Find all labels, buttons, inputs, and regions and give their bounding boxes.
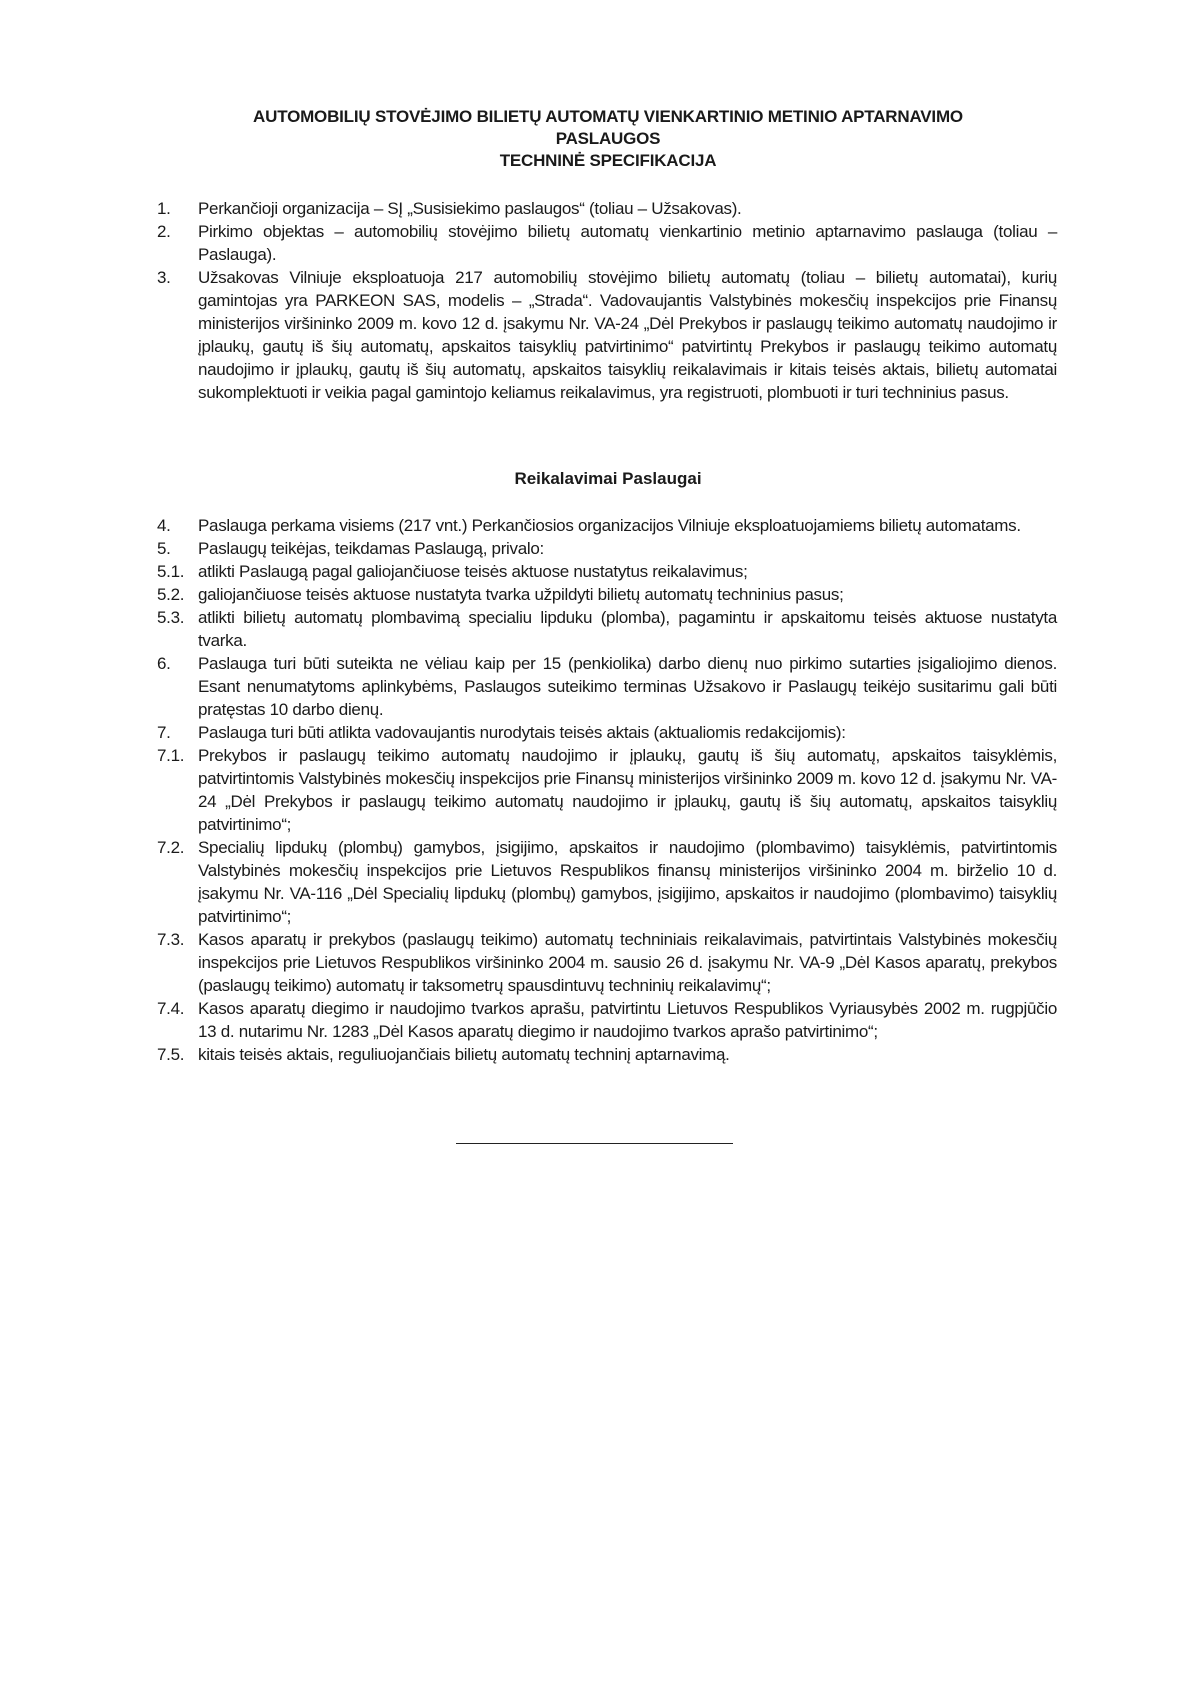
- item-number: 6.: [157, 654, 171, 673]
- item-text: galiojančiuose teisės aktuose nustatyta tvarka užpildyti bilietų automatų techninius pasus;: [198, 585, 844, 604]
- item-number: 7.4.: [157, 999, 185, 1018]
- item-number: 4.: [157, 516, 171, 535]
- item-number: 7.: [157, 723, 171, 742]
- list-item: [157, 537, 1057, 560]
- item-text: Kasos aparatų ir prekybos (paslaugų teikimo) automatų techniniais reikalavimais, patvirtintais Valstybinės mokesčių inspekcijos prie Lietuvos Respublikos viršininko 2004 m. sausio 26 d. įsakymu Nr. VA-9 „Dėl Kasos aparatų, prekybos (paslaugų teikimo) automatų ir taksometrų spausdintuvų techninių reikalavimų“;: [198, 930, 1057, 995]
- item-number: 3.: [157, 268, 171, 287]
- item-number: 7.2.: [157, 838, 185, 857]
- title-line-2: PASLAUGOS: [555, 129, 661, 148]
- item-number: 7.1.: [157, 746, 185, 765]
- item-number: 7.5.: [157, 1045, 185, 1064]
- item-number: 1.: [157, 199, 171, 218]
- list-item: [157, 721, 1057, 744]
- list-item: [157, 266, 1057, 404]
- item-number: 2.: [157, 222, 171, 241]
- title-line-1: AUTOMOBILIŲ STOVĖJIMO BILIETŲ AUTOMATŲ VIENKARTINIO METINIO APTARNAVIMO: [253, 107, 963, 126]
- item-text: Pirkimo objektas – automobilių stovėjimo bilietų automatų vienkartinio metinio aptarnavimo paslauga (toliau – Paslauga).: [198, 222, 1057, 264]
- list-item: [157, 744, 1057, 836]
- list-item: [157, 928, 1057, 997]
- list-item: [157, 560, 1057, 583]
- end-divider: [456, 1143, 733, 1144]
- item-number: 5.1.: [157, 562, 185, 581]
- item-text: Paslaugų teikėjas, teikdamas Paslaugą, privalo:: [198, 539, 544, 558]
- list-item: [157, 606, 1057, 652]
- item-number: 5.3.: [157, 608, 185, 627]
- list-item: [157, 652, 1057, 721]
- intro-list: [157, 197, 1057, 404]
- item-text: Paslauga turi būti atlikta vadovaujantis nurodytais teisės aktais (aktualiomis redakcijomis):: [198, 723, 846, 742]
- list-item: [157, 514, 1057, 537]
- requirements-list: [157, 514, 1057, 1066]
- item-text: Prekybos ir paslaugų teikimo automatų naudojimo ir įplaukų, gautų iš šių automatų, apskaitos taisyklėmis, patvirtintomis Valstybinės mokesčių inspekcijos prie Finansų ministerijos viršininko 2009 m. kovo 12 d. įsakymu Nr. VA-24 „Dėl Prekybos ir paslaugų teikimo automatų naudojimo ir įplaukų, gautų iš šių automatų, apskaitos taisyklių patvirtinimo“;: [198, 746, 1057, 834]
- item-text: Užsakovas Vilniuje eksploatuoja 217 automobilių stovėjimo bilietų automatų (toliau – bilietų automatai), kurių gamintojas yra PARKEON SAS, modelis – „Strada“. Vadovaujantis Valstybinės mokesčių inspekcijos prie Finansų ministerijos viršininko 2009 m. kovo 12 d. įsakymu Nr. VA-24 „Dėl Prekybos ir paslaugų teikimo automatų naudojimo ir įplaukų, gautų iš šių automatų, apskaitos taisyklių patvirtinimo“ patvirtintų Prekybos ir paslaugų teikimo automatų naudojimo ir įplaukų, gautų iš šių automatų, apskaitos taisyklių reikalavimais ir kitais teisės aktais, bilietų automatai sukomplektuoti ir veikia pagal gamintojo keliamus reikalavimus, yra registruoti, plombuoti ir turi techninius pasus.: [198, 268, 1057, 402]
- list-item: [157, 197, 1057, 220]
- item-text: kitais teisės aktais, reguliuojančiais bilietų automatų techninį aptarnavimą.: [198, 1045, 730, 1064]
- item-text: Paslauga perkama visiems (217 vnt.) Perkančiosios organizacijos Vilniuje eksploatuojamiems bilietų automatams.: [198, 516, 1021, 535]
- document-title: [150, 106, 1066, 172]
- list-item: [157, 1043, 1057, 1066]
- item-number: 5.: [157, 539, 171, 558]
- list-item: [157, 220, 1057, 266]
- item-text: Paslauga turi būti suteikta ne vėliau kaip per 15 (penkiolika) darbo dienų nuo pirkimo sutarties įsigaliojimo dienos. Esant nenumatytoms aplinkybėms, Paslaugos suteikimo terminas Užsakovo ir Paslaugų teikėjo susitarimu gali būti pratęstas 10 darbo dienų.: [198, 654, 1057, 719]
- item-number: 5.2.: [157, 585, 185, 604]
- item-text: atlikti Paslaugą pagal galiojančiuose teisės aktuose nustatytus reikalavimus;: [198, 562, 748, 581]
- item-text: atlikti bilietų automatų plombavimą specialiu lipduku (plomba), pagamintu ir apskaitomu teisės aktuose nustatyta tvarka.: [198, 608, 1057, 650]
- item-text: Kasos aparatų diegimo ir naudojimo tvarkos aprašu, patvirtintu Lietuvos Respublikos Vyriausybės 2002 m. rugpjūčio 13 d. nutarimu Nr. 1283 „Dėl Kasos aparatų diegimo ir naudojimo tvarkos aprašo patvirtinimo“;: [198, 999, 1057, 1041]
- item-text: Perkančioji organizacija – SĮ „Susisiekimo paslaugos“ (toliau – Užsakovas).: [198, 199, 742, 218]
- title-line-3: TECHNINĖ SPECIFIKACIJA: [499, 151, 717, 170]
- item-number: 7.3.: [157, 930, 185, 949]
- list-item: [157, 583, 1057, 606]
- list-item: [157, 997, 1057, 1043]
- item-text: Specialių lipdukų (plombų) gamybos, įsigijimo, apskaitos ir naudojimo (plombavimo) taisyklėmis, patvirtintomis Valstybinės mokesčių inspekcijos prie Lietuvos Respublikos finansų ministerijos viršininko 2004 m. birželio 10 d. įsakymu Nr. VA-116 „Dėl Specialių lipdukų (plombų) gamybos, įsigijimo, apskaitos ir naudojimo (plombavimo) taisyklių patvirtinimo“;: [198, 838, 1057, 926]
- section-heading: Reikalavimai Paslaugai: [514, 469, 702, 488]
- list-item: [157, 836, 1057, 928]
